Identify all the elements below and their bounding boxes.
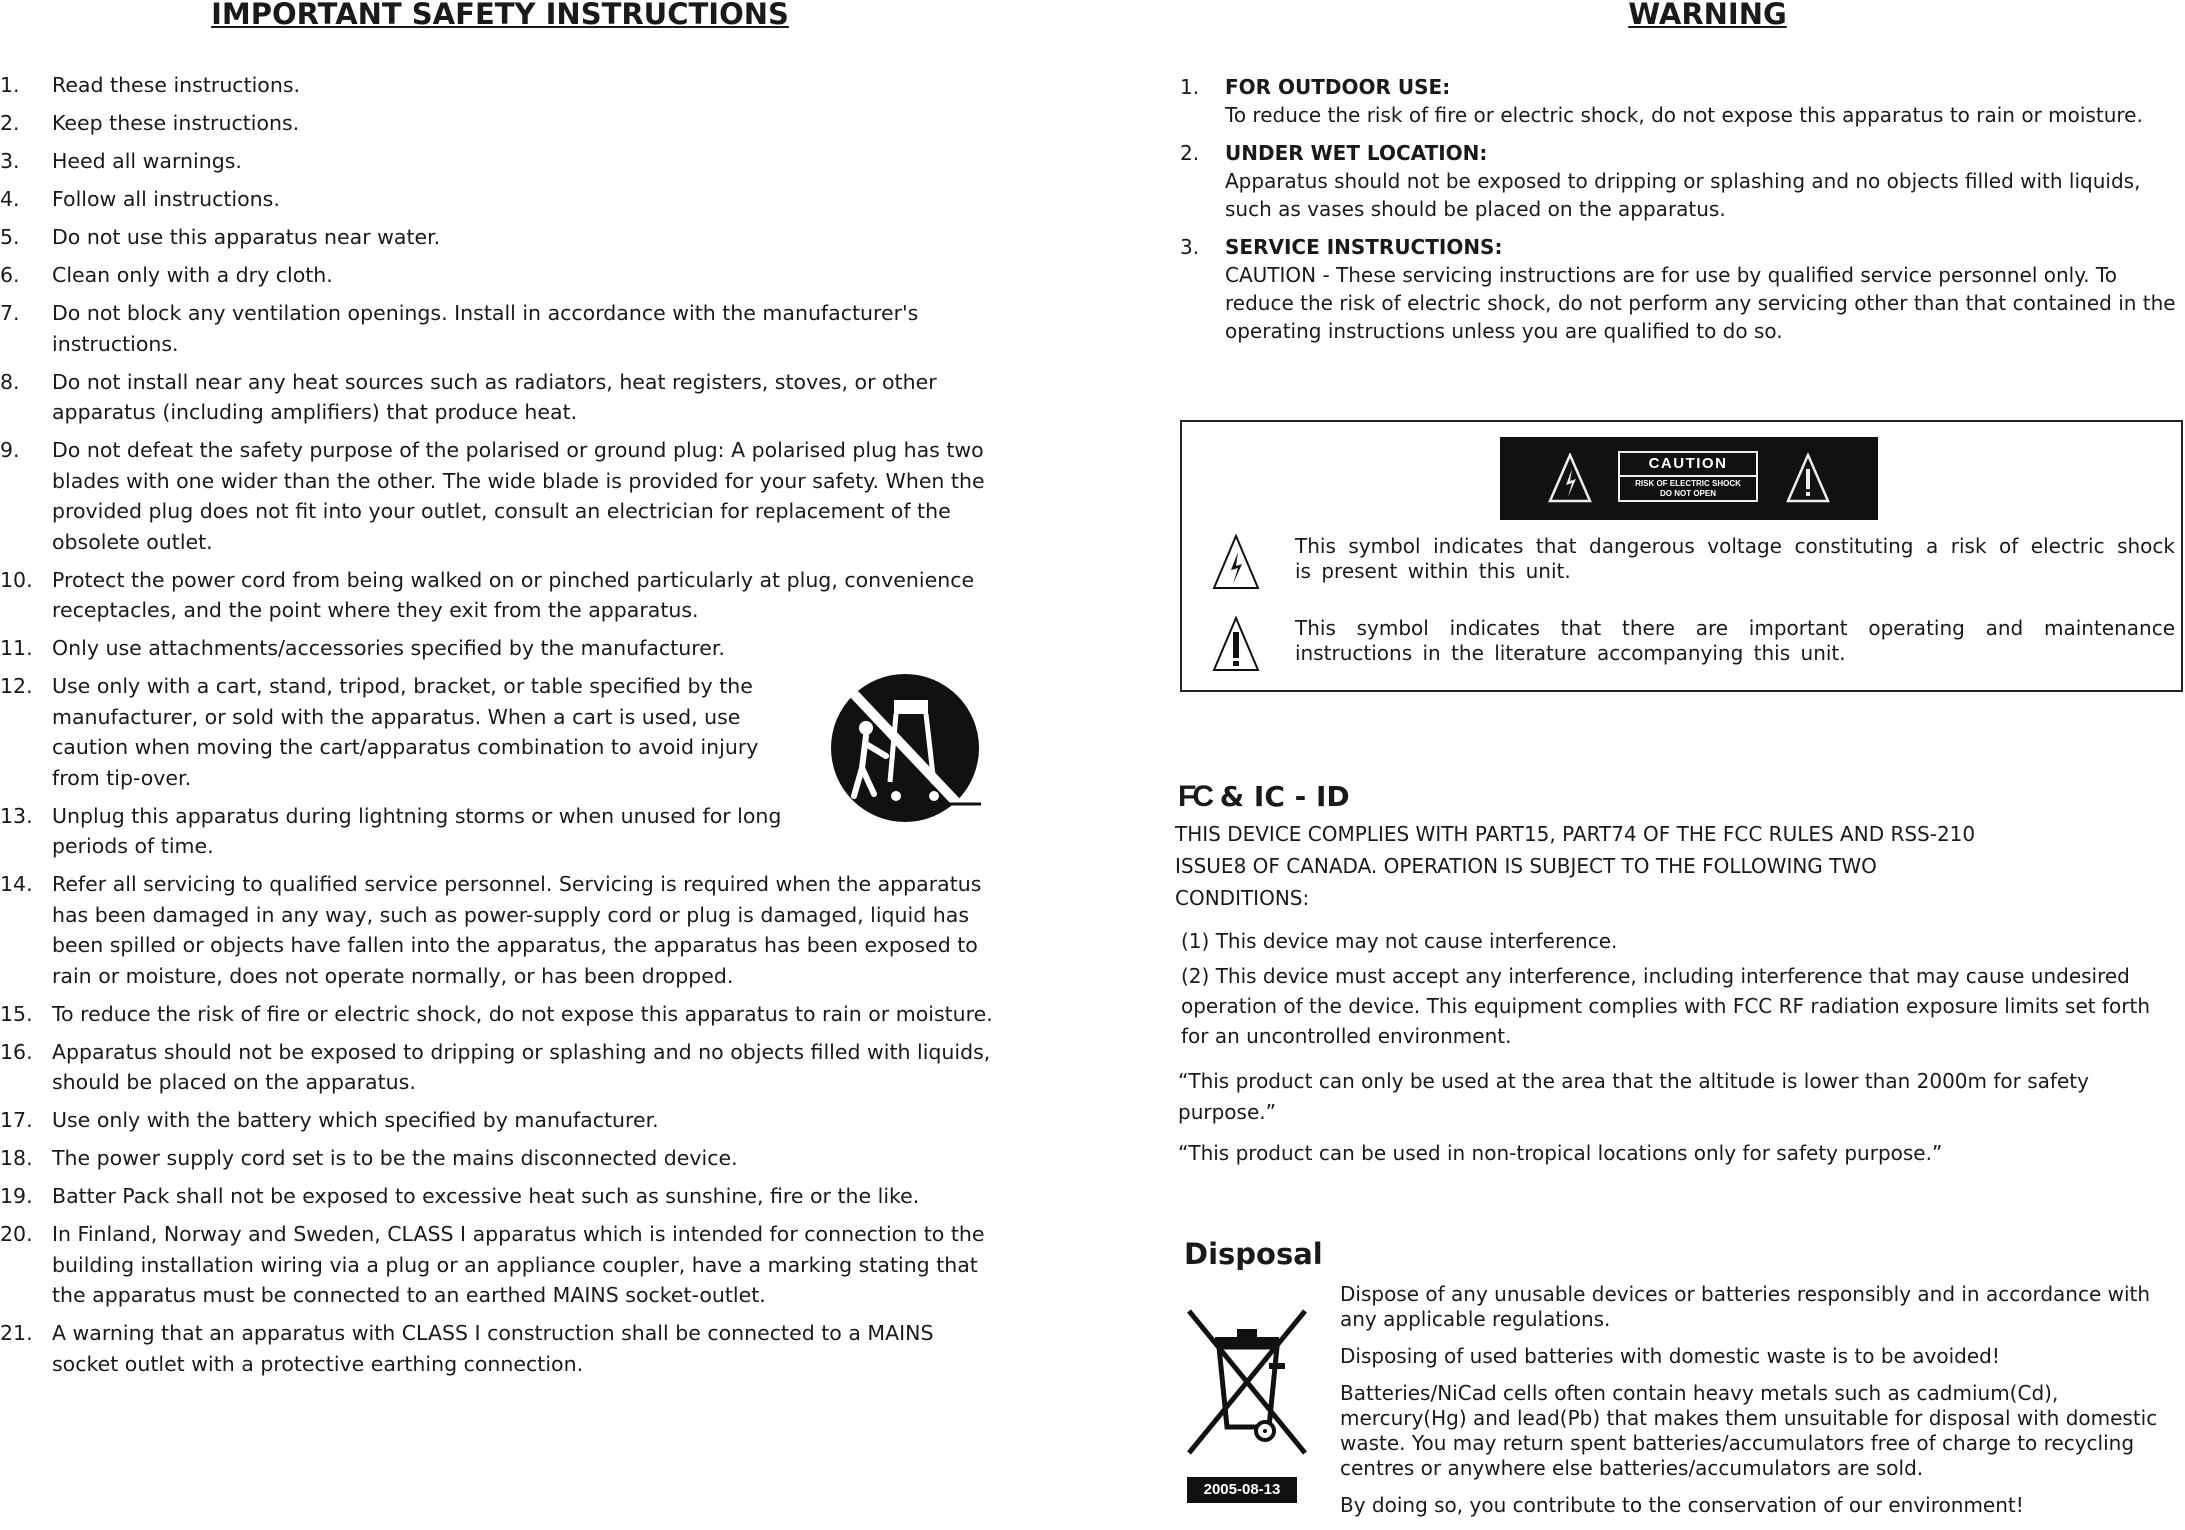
exclamation-warning-icon [1212,616,1260,672]
fcc-conditions [1181,926,2181,1056]
list-item: 5. Do not use this apparatus near water. [0,225,441,249]
list-item: 3. SERVICE INSTRUCTIONS: CAUTION - These servicing instructions are for use by qualified service personnel only. To reduce the risk of electric shock, do not perform any servicing other than that contained in the operating instructions unless you are qualified to do so. [1180,235,2176,343]
list-item: 2. UNDER WET LOCATION: Apparatus should not be exposed to dripping or splashing and no objects filled with liquids, such as vases should be placed on the apparatus. [1180,141,2141,221]
crossed-bin-icon [1185,1307,1310,1457]
list-item: 8. Do not install near any heat sources such as radiators, heat registers, stoves, or other apparatus (including amplifiers) that produce heat. [0,369,937,424]
date-badge: 2005-08-13 [1187,1477,1297,1503]
safety-title: IMPORTANT SAFETY INSTRUCTIONS [211,0,789,31]
list-item: 19. Batter Pack shall not be exposed to excessive heat such as sunshine, fire or the like. [0,1184,920,1208]
warning-title: WARNING [1628,0,1787,31]
fcc-line: ISSUE8 OF CANADA. OPERATION IS SUBJECT TO THE FOLLOWING TWO [1175,854,1877,878]
fcc-line: THIS DEVICE COMPLIES WITH PART15, PART74 OF THE FCC RULES AND RSS-210 [1175,822,1976,846]
fcc-title: & IC - ID [1219,780,1350,813]
list-item: 21. A warning that an apparatus with CLASS I construction shall be connected to a MAINS socket outlet with a protective earthing connection. [0,1321,934,1376]
list-item: 14. Refer all servicing to qualified service personnel. Servicing is required when the apparatus has been damaged in any way, such as power-supply cord or plug is damaged, liquid has been spilled or objects have fallen into the apparatus, the apparatus has been exposed to rain or moisture, does not operate normally, or has been dropped. [0,872,982,988]
list-item: 1. FOR OUTDOOR USE: To reduce the risk of fire or electric shock, do not expose this apparatus to rain or moisture. [1180,75,2143,127]
tropical-quote: “This product can be used in non-tropical locations only for safety purpose.” [1178,1141,1943,1165]
fcc-logo: FC [1178,780,1210,813]
caution-sub1: RISK OF ELECTRIC SHOCK [1635,479,1741,488]
caution-sub2: DO NOT OPEN [1659,489,1716,498]
warning-list [1175,73,2185,355]
fcc-line: CONDITIONS: [1175,886,1310,910]
altitude-quote: “This product can only be used at the area that the altitude is lower than 2000m for safety purpose.” [1178,1069,2089,1124]
list-item: 13. Unplug this apparatus during lightning storms or when unused for long periods of time. [0,803,782,858]
disposal-title: Disposal [1184,1237,1323,1271]
warning-page [1175,0,2185,1524]
caution-box [1180,420,2183,692]
list-item: 7. Do not block any ventilation openings. Install in accordance with the manufacturer's instructions. [0,301,919,356]
caution-label [1500,437,1878,520]
list-item: 6. Clean only with a dry cloth. [0,263,333,287]
list-item: 10. Protect the power cord from being walked on or pinched particularly at plug, convenience receptacles, and the point where they exit from the apparatus. [0,567,975,622]
list-item: 9. Do not defeat the safety purpose of the polarised or ground plug: A polarised plug has two blades with one wider than the other. The wide blade is provided for your safety. When the provided plug does not fit into your outlet, consult an electrician for replacement of the obsolete outlet. [0,438,985,554]
fcc-compliance-text [1175,818,2075,914]
exclamation-triangle-icon [1786,453,1830,503]
disposal-paragraph: Dispose of any unusable devices or batteries responsibly and in accordance with any applicable regulations. [1340,1282,2151,1331]
list-item: 20. In Finland, Norway and Sweden, CLASS I apparatus which is intended for connection to the building installation wiring via a plug or an appliance coupler, have a marking stating that the apparatus must be connected to an earthed MAINS socket-outlet. [0,1222,985,1307]
list-item: 17. Use only with the battery which specified by manufacturer. [0,1108,659,1132]
fcc-heading [1178,780,1350,814]
disposal-text [1340,1282,2185,1530]
list-item: 1. Read these instructions. [0,73,301,97]
list-item: 16. Apparatus should not be exposed to dripping or splashing and no objects filled with liquids, should be placed on the apparatus. [0,1039,991,1094]
safety-instructions-page [0,0,1000,1524]
voltage-symbol-text: This symbol indicates that dangerous voltage constituting a risk of electric shock is present within this unit. [1295,534,2175,583]
list-item: 15. To reduce the risk of fire or electric shock, do not expose this apparatus to rain or moisture. [0,1001,993,1026]
disposal-paragraph: Batteries/NiCad cells often contain heavy metals such as cadmium(Cd), mercury(Hg) and lead(Pb) that makes them unsuitable for disposal with domestic waste. You may return spent batteries/accumulators free of charge to recycling centres or anywhere else batteries/accumulators are sold. [1340,1381,2158,1480]
caution-label-text: CAUTION [1620,453,1756,477]
cart-tip-over-icon [826,672,984,832]
lightning-triangle-icon [1548,453,1592,503]
list-item: 18. The power supply cord set is to be the mains disconnected device. [0,1146,738,1170]
list-item: (1) This device may not cause interference. [1181,929,1618,953]
lightning-warning-icon [1212,534,1260,590]
disposal-paragraph: Disposing of used batteries with domestic waste is to be avoided! [1340,1344,2000,1368]
list-item: 12. Use only with a cart, stand, tripod, bracket, or table specified by the manufacturer, or sold with the apparatus. When a cart is used, use caution when moving the cart/apparatus combination to avoid injury from tip-over. [0,674,759,790]
list-item: 4. Follow all instructions. [0,187,280,211]
list-item: (2) This device must accept any interference, including interference that may cause undesired operation of the device. This equipment complies with FCC RF radiation exposure limits set forth for an uncontrolled environment. [1181,964,2150,1048]
list-item: 2. Keep these instructions. [0,111,300,135]
list-item: 3. Heed all warnings. [0,149,242,173]
safety-quotes [1178,1066,2178,1179]
list-item: 11. Only use attachments/accessories specified by the manufacturer. [0,636,725,660]
caution-text-box [1618,451,1758,502]
attention-symbol-text: This symbol indicates that there are important operating and maintenance instructions in the literature accompanying this unit. [1295,616,2175,665]
disposal-paragraph: By doing so, you contribute to the conservation of our environment! [1340,1493,2024,1517]
